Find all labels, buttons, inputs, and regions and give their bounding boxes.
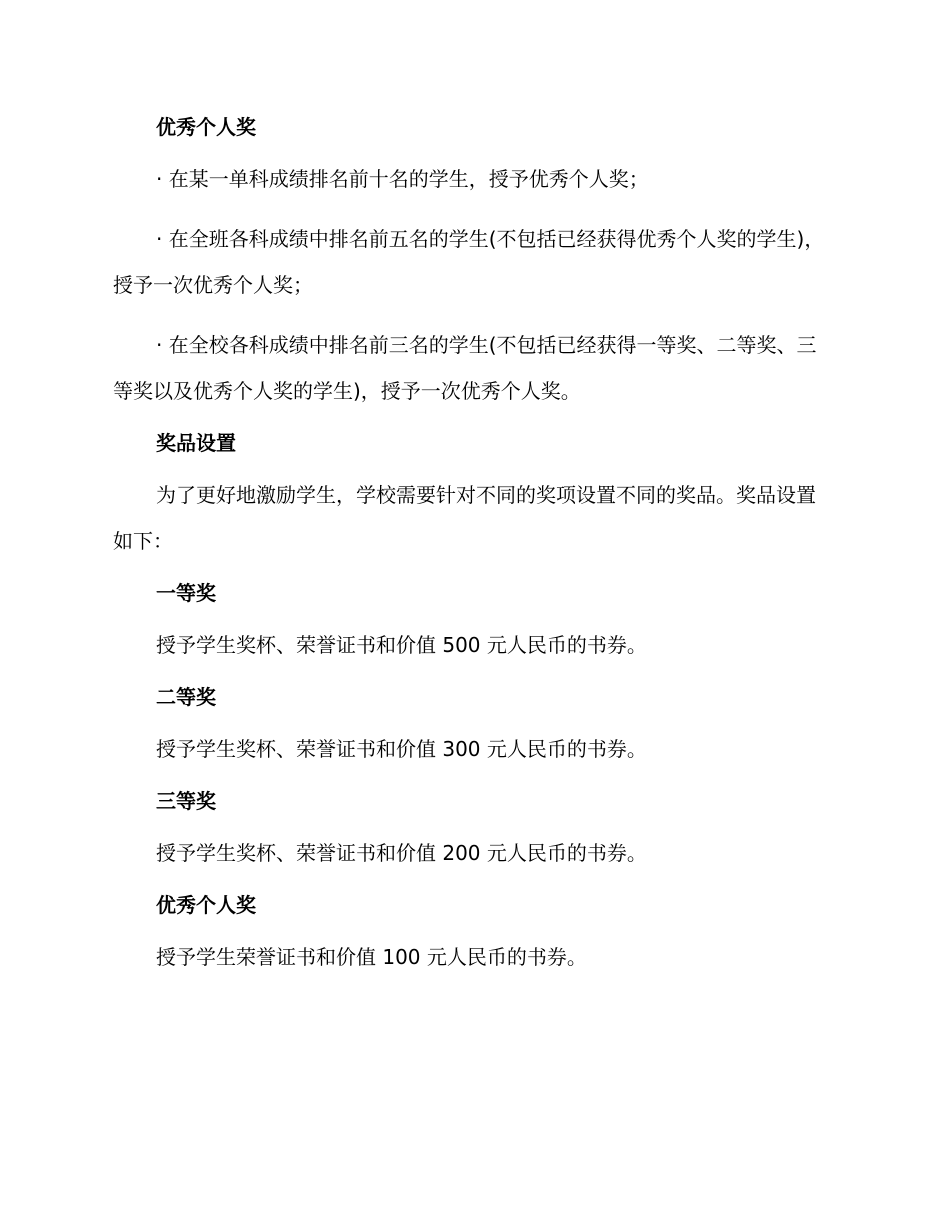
prize-text-second: 授予学生奖杯、荣誉证书和价值 300 元人民币的书券。: [156, 737, 647, 761]
rule-item: · 在全校各科成绩中排名前三名的学生(不包括已经获得一等奖、二等奖、三等奖以及优秀个人奖的学生)，授予一次优秀个人奖。: [113, 333, 817, 403]
rule-item: · 在某一单科成绩排名前十名的学生，授予优秀个人奖；: [156, 167, 649, 191]
prize-text-excellent-individual: 授予学生荣誉证书和价值 100 元人民币的书券。: [156, 945, 587, 969]
section-heading-prize-settings: 奖品设置: [156, 431, 236, 455]
rule-item: · 在全班各科成绩中排名前五名的学生(不包括已经获得优秀个人奖的学生)，授予一次优秀个人奖；: [113, 227, 825, 297]
prize-heading-second: 二等奖: [156, 685, 216, 709]
prize-text-third: 授予学生奖杯、荣誉证书和价值 200 元人民币的书券。: [156, 841, 647, 865]
prize-text-first: 授予学生奖杯、荣誉证书和价值 500 元人民币的书券。: [156, 633, 647, 657]
prize-heading-first: 一等奖: [156, 581, 216, 605]
prize-intro: 为了更好地激励学生，学校需要针对不同的奖项设置不同的奖品。奖品设置如下：: [113, 483, 816, 553]
prize-heading-excellent-individual: 优秀个人奖: [156, 893, 256, 917]
prize-heading-third: 三等奖: [156, 789, 216, 813]
section-heading-excellent-individual: 优秀个人奖: [156, 115, 256, 139]
